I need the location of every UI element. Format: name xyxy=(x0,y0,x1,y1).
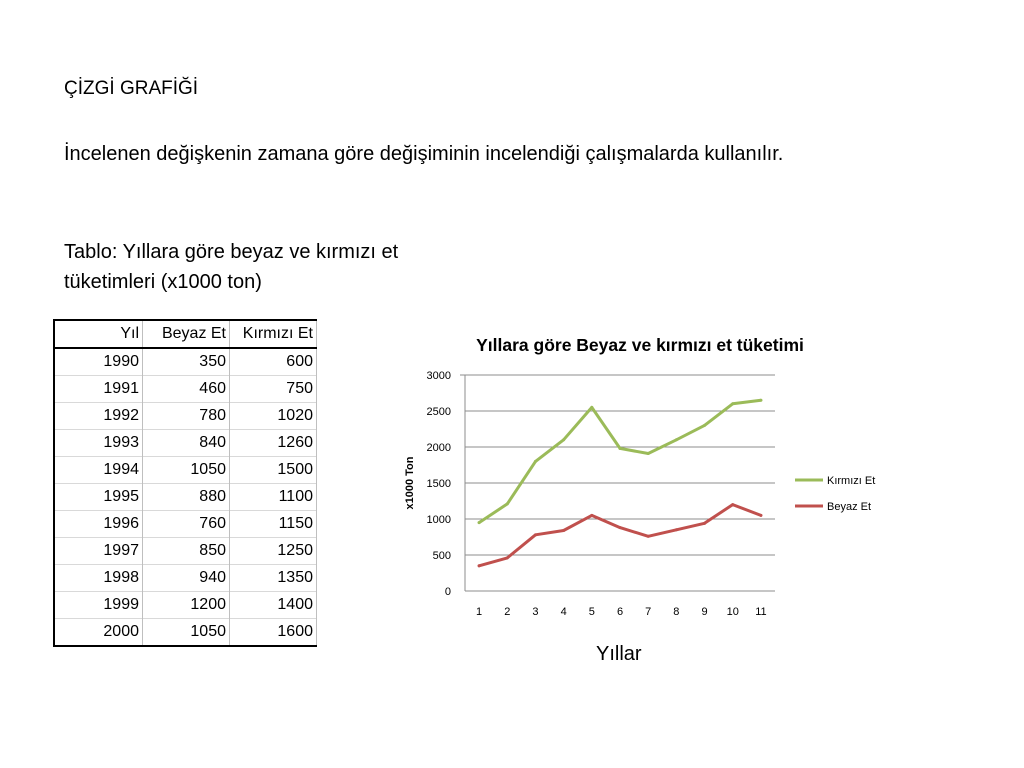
series-line-1 xyxy=(479,505,761,566)
cell-year: 2000 xyxy=(54,619,143,647)
line-chart xyxy=(395,325,895,625)
x-tick-label: 1 xyxy=(476,606,483,618)
page-heading: ÇİZGİ GRAFİĞİ xyxy=(64,78,199,99)
cell-year: 1994 xyxy=(54,457,143,484)
data-point xyxy=(534,533,537,536)
table-row xyxy=(54,376,317,403)
table-body xyxy=(54,348,317,646)
data-point xyxy=(647,535,650,538)
table-row xyxy=(54,348,317,376)
header-red-meat: Kırmızı Et xyxy=(230,320,317,348)
data-point xyxy=(731,402,734,405)
chart-legend xyxy=(795,475,875,513)
cell-white-meat: 780 xyxy=(143,403,230,430)
cell-red-meat: 1350 xyxy=(230,565,317,592)
table-row xyxy=(54,565,317,592)
x-tick-label: 9 xyxy=(701,606,708,618)
x-tick-label: 6 xyxy=(616,606,624,618)
x-tick-label: 10 xyxy=(726,606,739,618)
cell-year: 1997 xyxy=(54,538,143,565)
table-header-row xyxy=(54,320,317,348)
x-tick-label: 7 xyxy=(645,606,652,618)
x-tick-labels xyxy=(476,606,767,618)
data-point xyxy=(562,529,565,532)
cell-white-meat: 880 xyxy=(143,484,230,511)
data-point xyxy=(731,503,734,506)
data-point xyxy=(534,460,537,463)
cell-red-meat: 750 xyxy=(230,376,317,403)
data-point xyxy=(590,514,593,517)
y-tick-label: 0 xyxy=(444,586,451,598)
data-point xyxy=(619,526,622,529)
cell-white-meat: 1050 xyxy=(143,619,230,647)
data-point xyxy=(759,514,762,517)
data-point xyxy=(619,447,622,450)
cell-white-meat: 840 xyxy=(143,430,230,457)
cell-red-meat: 1020 xyxy=(230,403,317,430)
y-tick-label: 2000 xyxy=(426,442,451,454)
cell-year: 1995 xyxy=(54,484,143,511)
cell-red-meat: 1400 xyxy=(230,592,317,619)
data-point xyxy=(759,399,762,402)
cell-red-meat: 1250 xyxy=(230,538,317,565)
cell-year: 1999 xyxy=(54,592,143,619)
data-point xyxy=(478,521,481,524)
header-white-meat: Beyaz Et xyxy=(143,320,230,348)
x-tick-label: 8 xyxy=(673,606,680,618)
y-axis-label: x1000 Ton xyxy=(404,456,416,510)
data-point xyxy=(590,406,593,409)
cell-year: 1990 xyxy=(54,348,143,376)
x-tick-label: 3 xyxy=(532,606,539,618)
table-row xyxy=(54,430,317,457)
data-point xyxy=(506,556,509,559)
y-tick-label: 1500 xyxy=(426,478,451,490)
data-point xyxy=(562,438,565,441)
data-point xyxy=(675,528,678,531)
table-row xyxy=(54,511,317,538)
data-point xyxy=(675,438,678,441)
table-row xyxy=(54,403,317,430)
cell-red-meat: 600 xyxy=(230,348,317,376)
cell-white-meat: 1050 xyxy=(143,457,230,484)
x-tick-label: 11 xyxy=(755,606,767,618)
cell-year: 1991 xyxy=(54,376,143,403)
cell-red-meat: 1260 xyxy=(230,430,317,457)
table-caption: Tablo: Yıllara göre beyaz ve kırmızı et tüketimleri (x1000 ton) xyxy=(64,241,399,293)
cell-white-meat: 850 xyxy=(143,538,230,565)
cell-white-meat: 350 xyxy=(143,348,230,376)
table-row xyxy=(54,538,317,565)
header-year: Yıl xyxy=(54,320,143,348)
y-tick-label: 2500 xyxy=(426,406,451,418)
y-tick-label: 500 xyxy=(432,550,451,562)
x-tick-label: 5 xyxy=(588,606,595,618)
series-line-0 xyxy=(479,400,761,522)
legend-label: Beyaz Et xyxy=(827,501,872,513)
x-tick-label: 2 xyxy=(504,606,511,618)
cell-white-meat: 1200 xyxy=(143,592,230,619)
cell-white-meat: 760 xyxy=(143,511,230,538)
y-tick-labels xyxy=(427,370,451,598)
cell-year: 1998 xyxy=(54,565,143,592)
cell-year: 1992 xyxy=(54,403,143,430)
cell-red-meat: 1600 xyxy=(230,619,317,647)
consumption-table xyxy=(53,319,317,647)
y-tick-label: 3000 xyxy=(426,370,451,382)
data-point xyxy=(647,452,650,455)
data-point xyxy=(478,564,481,567)
table-row xyxy=(54,484,317,511)
x-axis-caption: Yıllar xyxy=(596,643,642,665)
cell-red-meat: 1500 xyxy=(230,457,317,484)
data-point xyxy=(506,502,509,505)
cell-red-meat: 1150 xyxy=(230,511,317,538)
cell-red-meat: 1100 xyxy=(230,484,317,511)
data-point xyxy=(703,522,706,525)
data-point xyxy=(703,424,706,427)
table-row xyxy=(54,592,317,619)
cell-white-meat: 940 xyxy=(143,565,230,592)
cell-year: 1993 xyxy=(54,430,143,457)
description-text: İncelenen değişkenin zamana göre değişiminin incelendiği çalışmalarda kullanılır. xyxy=(64,143,784,165)
cell-white-meat: 460 xyxy=(143,376,230,403)
legend-label: Kırmızı Et xyxy=(827,475,876,487)
chart-title: Yıllara göre Beyaz ve kırmızı et tüketimi xyxy=(476,335,804,355)
y-tick-label: 1000 xyxy=(426,514,451,526)
table-row xyxy=(54,619,317,647)
cell-year: 1996 xyxy=(54,511,143,538)
table-row xyxy=(54,457,317,484)
x-tick-label: 4 xyxy=(560,606,567,618)
